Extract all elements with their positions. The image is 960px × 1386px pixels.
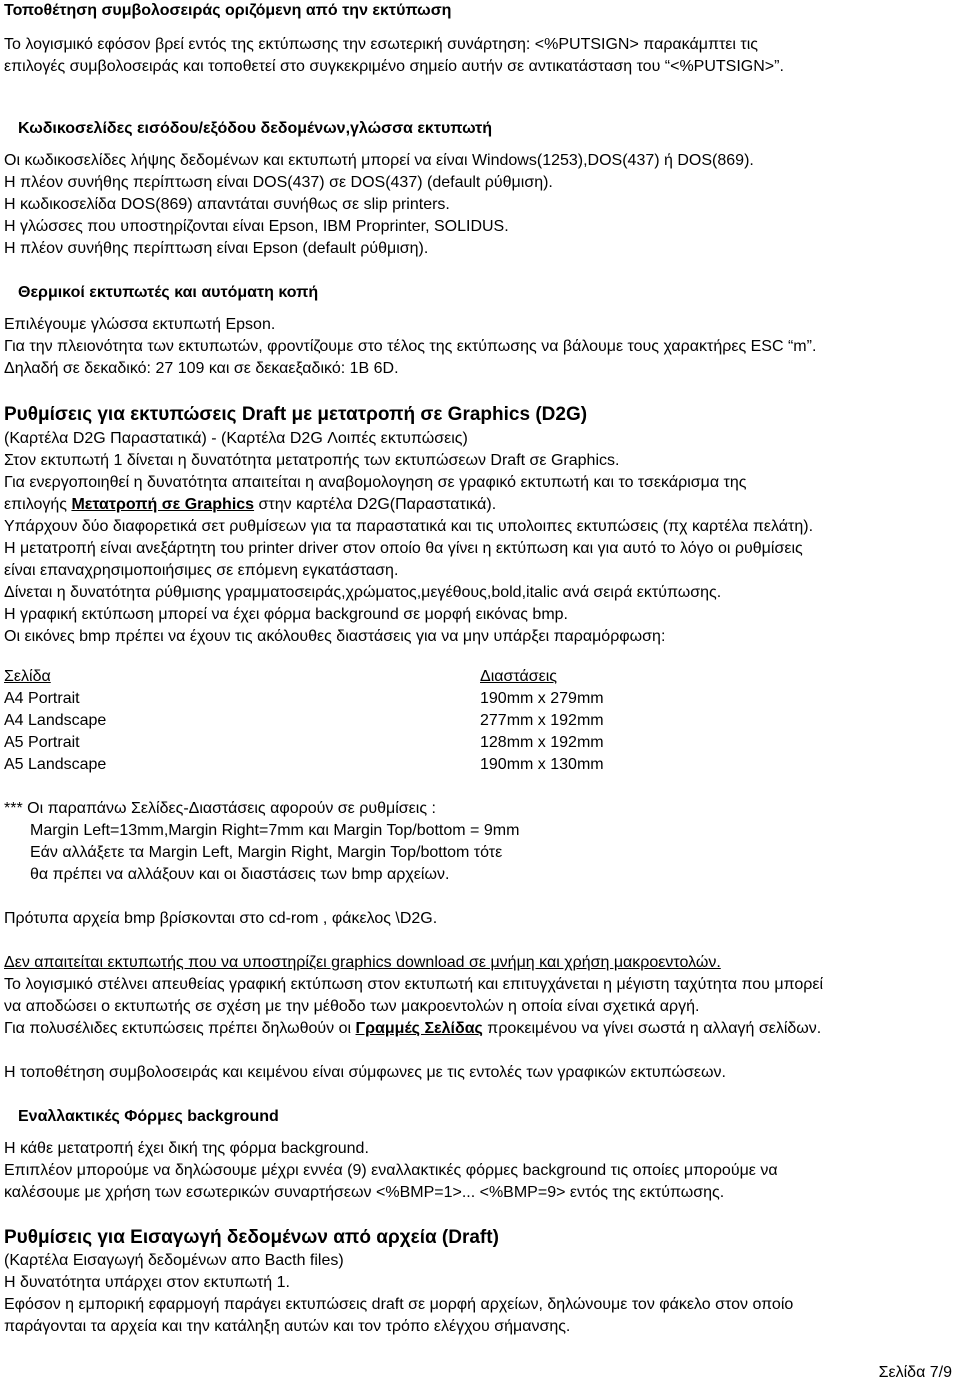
paragraph-line: Η κάθε μετατροπή έχει δική της φόρμα background. xyxy=(4,1140,369,1157)
page-number: Σελίδα 7/9 xyxy=(878,1364,952,1381)
paragraph-line: Η γλώσσες που υποστηρίζονται είναι Epson, IBM Proprinter, SOLIDUS. xyxy=(4,218,509,235)
section-title: Τοποθέτηση συμβολοσειράς οριζόμενη από την εκτύπωση xyxy=(4,2,452,19)
paragraph-line: Το λογισμικό εφόσον βρεί εντός της εκτύπωσης την εσωτερική συνάρτηση: <%PUTSIGN> παρακάμπτει τις xyxy=(4,36,759,53)
table-row xyxy=(4,688,904,710)
text-fragment: Για πολυσέλιδες εκτυπώσεις πρέπει δηλωθούν οι xyxy=(4,1020,356,1037)
column-header-dimensions: Διαστάσεις xyxy=(480,668,557,685)
note-line: *** Οι παραπάνω Σελίδες-Διαστάσεις αφορούν σε ρυθμίσεις : xyxy=(4,800,436,817)
paragraph-line: Επιλέγουμε γλώσσα εκτυπωτή Epson. xyxy=(4,316,276,333)
text-fragment: επιλογής xyxy=(4,496,72,513)
table-row xyxy=(4,710,904,732)
section-import xyxy=(4,1226,499,1250)
paragraph-line: επιλογές συμβολοσειράς και τοποθετεί στο συγκεκριμένο σημείο αυτήν σε αντικατάσταση του “<%PUTSIGN>”. xyxy=(4,58,784,75)
text-fragment: στην καρτέλα D2G(Παραστατικά). xyxy=(254,496,497,513)
margins-note xyxy=(4,798,519,886)
table-cell: A4 Landscape xyxy=(4,712,107,729)
note-line: Εάν αλλάξετε τα Margin Left, Margin Right, Margin Top/bottom τότε xyxy=(30,844,503,861)
paragraph-line: (Καρτέλα Εισαγωγή δεδομένων απο Bacth files) xyxy=(4,1252,344,1269)
paragraph-line: Η μετατροπή είναι ανεξάρτητη του printer driver στον οποίο θα γίνει η εκτύπωση και για αυτό το λόγο οι ρυθμίσεις xyxy=(4,540,803,557)
paragraph-line: Η τοποθέτηση συμβολοσειράς και κειμένου είναι σύμφωνες με τις εντολές των γραφικών εκτυπώσεων. xyxy=(4,1064,726,1081)
paragraph-line: Δίνεται η δυνατότητα ρύθμισης γραμματοσειράς,χρώματος,μεγέθους,bold,italic ανά σειρά εκτύπωσης. xyxy=(4,584,722,601)
section-heading: Ρυθμίσεις για εκτυπώσεις Draft με μετατροπή σε Graphics (D2G) xyxy=(4,404,588,425)
table-row xyxy=(4,754,904,776)
table-cell: A5 Landscape xyxy=(4,756,107,773)
table-header xyxy=(4,666,904,688)
table-cell: A4 Portrait xyxy=(4,690,80,707)
column-header-page: Σελίδα xyxy=(4,668,51,685)
section-codepages xyxy=(18,118,492,140)
section-heading: Ρυθμίσεις για Εισαγωγή δεδομένων από αρχεία (Draft) xyxy=(4,1227,499,1248)
paragraph-line: Για την πλειονότητα των εκτυπωτών, φροντίζουμε στο τέλος της εκτύπωσης να βάλουμε τους χαρακτήρες ESC “m”. xyxy=(4,338,817,355)
table-cell: 277mm x 192mm xyxy=(480,712,604,729)
paragraph-line: παράγονται τα αρχεία και την κατάληξη αυτών και τον τρόπο ελέγχου σήμανσης. xyxy=(4,1318,571,1335)
section-import-body xyxy=(4,1250,793,1338)
paragraph-line: Για ενεργοποιηθεί η δυνατότητα απαιτείται η αναβομολογηση σε γραφικό εκτυπωτή και το τσεκάρισμα της xyxy=(4,474,747,491)
placement-line xyxy=(4,1062,726,1084)
page-lines-reference: Γραμμές Σελίδας xyxy=(355,1020,483,1037)
paragraph-line: να αποδώσει ο εκτυπωτής σε σχέση με την μέθοδο των μακροεντολών η οποία είναι σχετικά αργή. xyxy=(4,998,700,1015)
text-fragment: προκειμένου να γίνει σωστά η αλλαγή σελίδων. xyxy=(482,1020,822,1037)
section-title: Εναλλακτικές Φόρμες background xyxy=(18,1108,279,1125)
section-thermal-body xyxy=(4,314,816,380)
paragraph-line: Δηλαδή σε δεκαδικό: 27 109 και σε δεκαεξαδικό: 1B 6D. xyxy=(4,360,399,377)
paragraph-line xyxy=(4,494,813,516)
section-d2g-body xyxy=(4,428,813,648)
section-putsign-body xyxy=(4,34,784,78)
paragraph-line: Η κωδικοσελίδα DOS(869) απαντάται συνήθως σε slip printers. xyxy=(4,196,450,213)
paragraph-line: Η πλέον συνήθης περίπτωση είναι Epson (default ρύθμιση). xyxy=(4,240,429,257)
paragraph-line xyxy=(4,1018,823,1040)
paragraph-line: Οι εικόνες bmp πρέπει να έχουν τις ακόλουθες διαστάσεις για να μην υπάρξει παραμόρφωση: xyxy=(4,628,666,645)
paragraph-line: Πρότυπα αρχεία bmp βρίσκονται στο cd-rom , φάκελος \D2G. xyxy=(4,910,438,927)
section-d2g xyxy=(4,403,587,427)
paragraph-line: Εφόσον η εμπορική εφαρμογή παράγει εκτυπώσεις draft σε μορφή αρχείων, δηλώνουμε τον φάκελο στον οποίο xyxy=(4,1296,794,1313)
section-putsign xyxy=(4,0,451,22)
paragraph-line: είναι επαναχρησιμοποιήσιμες σε επόμενη εγκατάσταση. xyxy=(4,562,399,579)
paragraph-line: Η δυνατότητα υπάρχει στον εκτυπωτή 1. xyxy=(4,1274,290,1291)
underlined-statement: Δεν απαιτείται εκτυπωτής που να υποστηρίζει graphics download σε μνήμη και χρήση μακροεντολών. xyxy=(4,954,721,971)
section-thermal xyxy=(18,282,318,304)
table-cell: A5 Portrait xyxy=(4,734,80,751)
section-title: Κωδικοσελίδες εισόδου/εξόδου δεδομένων,γλώσσα εκτυπωτή xyxy=(18,120,493,137)
table-row xyxy=(4,732,904,754)
section-backgrounds-body xyxy=(4,1138,778,1204)
paragraph-line: Υπάρχουν δύο διαφορετικά σετ ρυθμίσεων για τα παραστατικά και τις υπολοιπες εκτυπώσεις (πχ καρτέλα πελάτη). xyxy=(4,518,814,535)
paragraph-line: (Καρτέλα D2G Παραστατικά) - (Καρτέλα D2G Λοιπές εκτυπώσεις) xyxy=(4,430,468,447)
note-line: Margin Left=13mm,Margin Right=7mm και Margin Top/bottom = 9mm xyxy=(30,822,520,839)
note-line: θα πρέπει να αλλάξουν και οι διαστάσεις των bmp αρχείων. xyxy=(30,866,450,883)
section-codepages-body xyxy=(4,150,754,260)
table-cell: 128mm x 192mm xyxy=(480,734,604,751)
sample-files-line xyxy=(4,908,437,930)
section-title: Θερμικοί εκτυπωτές και αυτόματη κοπή xyxy=(18,284,319,301)
section-backgrounds xyxy=(18,1106,279,1128)
paragraph-line: Στον εκτυπωτή 1 δίνεται η δυνατότητα μετατροπής των εκτυπώσεων Draft σε Graphics. xyxy=(4,452,620,469)
paragraph-line: Το λογισμικό στέλνει απευθείας γραφική εκτύπωση στον εκτυπωτή και επιτυγχάνεται η μέγιστη ταχύτητα που μπορεί xyxy=(4,976,824,993)
section-no-download xyxy=(4,952,823,1040)
paragraph-line: Επιπλέον μπορούμε να δηλώσουμε μέχρι εννέα (9) εναλλακτικές φόρμες background τις οποίες μπορούμε να xyxy=(4,1162,778,1179)
paragraph-line: Η γραφική εκτύπωση μπορεί να έχει φόρμα background σε μορφή εικόνας bmp. xyxy=(4,606,568,623)
table-cell: 190mm x 130mm xyxy=(480,756,604,773)
paragraph-line: Η πλέον συνήθης περίπτωση είναι DOS(437) σε DOS(437) (default ρύθμιση). xyxy=(4,174,553,191)
dimensions-table xyxy=(4,666,904,776)
paragraph-line: Οι κωδικοσελίδες λήψης δεδομένων και εκτυπωτή μπορεί να είναι Windows(1253),DOS(437) ή DOS(869). xyxy=(4,152,754,169)
table-cell: 190mm x 279mm xyxy=(480,690,604,707)
option-reference: Μετατροπή σε Graphics xyxy=(71,496,255,513)
paragraph-line: καλέσουμε με χρήση των εσωτερικών συναρτήσεων <%BMP=1>... <%BMP=9> εντός της εκτύπωσης. xyxy=(4,1184,725,1201)
